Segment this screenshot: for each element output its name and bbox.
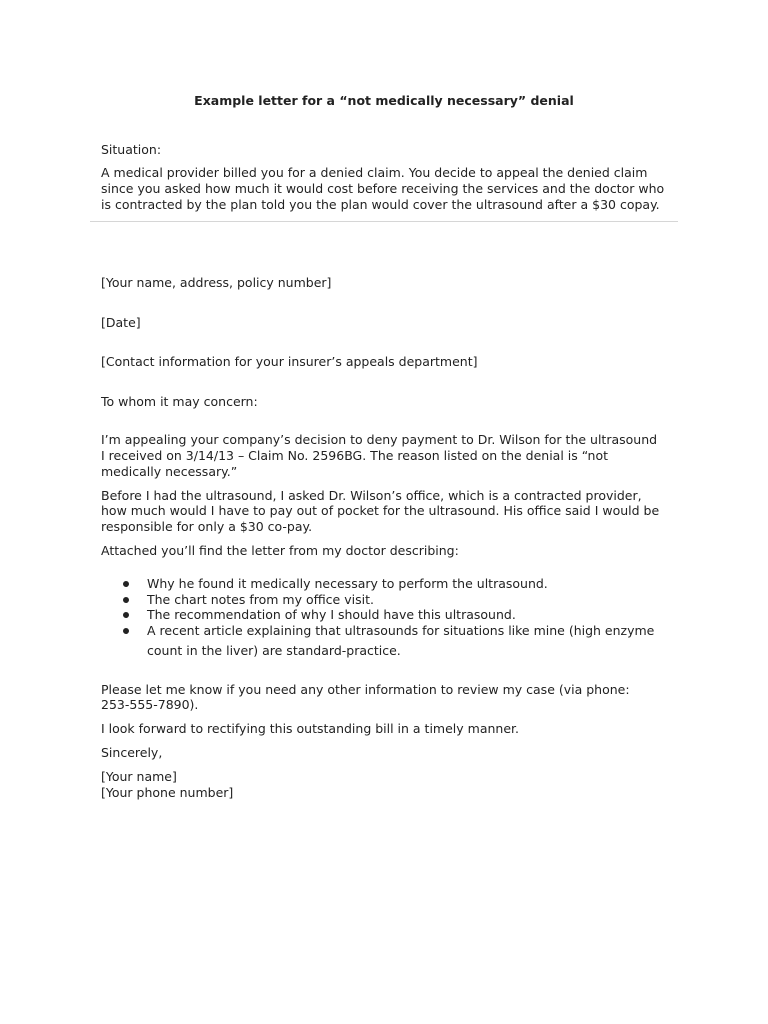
paragraph2-line-2: how much would I have to pay out of pocket for the ultrasound. His office said I would be [101,503,660,518]
signoff: Sincerely, [101,745,163,760]
paragraph1-line-1: I’m appealing your company’s decision to deny payment to Dr. Wilson for the ultrasound [101,432,658,447]
list-item-text: The chart notes from my office visit. [147,592,374,607]
salutation: To whom it may concern: [101,394,258,409]
list-item-text: The recommendation of why I should have this ultrasound. [147,607,516,622]
section-divider [90,221,678,222]
bullet-dot [123,628,129,634]
situation-line-1: A medical provider billed you for a denied claim. You decide to appeal the denied claim [101,165,648,180]
sender-placeholder: [Your name, address, policy number] [101,275,332,290]
signature-name: [Your name] [101,769,177,784]
bullet-dot [123,597,129,603]
situation-line-2: since you asked how much it would cost before receiving the services and the doctor who [101,181,665,196]
attached-intro: Attached you’ll find the letter from my doctor describing: [101,543,459,558]
contact-line-2: 253-555-7890). [101,697,199,712]
situation-label: Situation: [101,142,162,157]
contact-line-1: Please let me know if you need any other information to review my case (via phone: [101,682,630,697]
bullet-dot [123,612,129,618]
closing-line: I look forward to rectifying this outstanding bill in a timely manner. [101,721,519,736]
list-item-text: Why he found it medically necessary to perform the ultrasound. [147,576,548,591]
list-item-continuation: count in the liver) are standard-practice. [147,643,401,658]
paragraph2-line-3: responsible for only a $30 co-pay. [101,519,313,534]
paragraph1-line-3: medically necessary.” [101,464,238,479]
paragraph1-line-2: I received on 3/14/13 – Claim No. 2596BG. The reason listed on the denial is “not [101,448,609,463]
paragraph2-line-1: Before I had the ultrasound, I asked Dr. Wilson’s office, which is a contracted provider, [101,488,642,503]
date-placeholder: [Date] [101,315,141,330]
document-title: Example letter for a “not medically necessary” denial [194,93,574,108]
bullet-dot [123,581,129,587]
situation-line-3: is contracted by the plan told you the plan would cover the ultrasound after a $30 copay. [101,197,660,212]
insurer-placeholder: [Contact information for your insurer’s appeals department] [101,354,478,369]
list-item-text: A recent article explaining that ultrasounds for situations like mine (high enzyme [147,623,655,638]
signature-phone: [Your phone number] [101,785,234,800]
